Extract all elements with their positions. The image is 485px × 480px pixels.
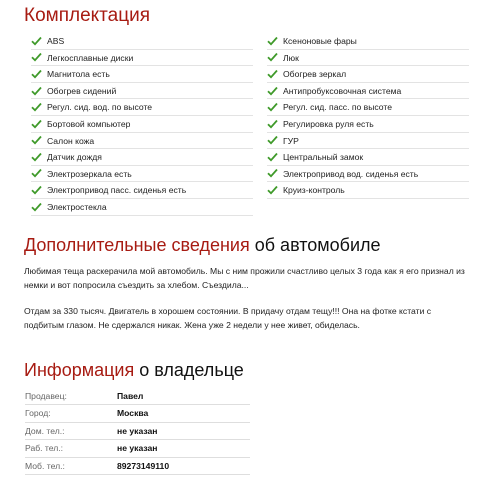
checkmark-icon: [31, 52, 42, 62]
details-paragraph: Отдам за 330 тысяч. Двигатель в хорошем состоянии. В придачу отдам тещу!!! Она на фотке кстати с подбитым глазом. Не сдержался никак. Жена уже 2 недели у нее живет, обиделась.: [24, 306, 432, 330]
checkmark-icon: [267, 152, 278, 162]
equipment-item: [31, 182, 253, 199]
equipment-item-label: Датчик дождя: [47, 152, 102, 163]
checkmark-icon: [31, 135, 42, 145]
equipment-item-label: Электропривод пасс. сиденья есть: [47, 185, 187, 196]
owner-field-value: Москва: [117, 408, 149, 419]
equipment-item: [267, 182, 469, 199]
owner-row: [25, 405, 250, 422]
equipment-item: [31, 33, 253, 50]
checkmark-icon: [267, 36, 278, 46]
equipment-item: [267, 166, 469, 183]
equipment-item-label: Обогрев сидений: [47, 85, 117, 96]
checkmark-icon: [31, 168, 42, 178]
owner-info-table: [25, 388, 250, 475]
checkmark-icon: [31, 152, 42, 162]
owner-field-value: 89273149110: [117, 460, 170, 471]
owner-title: Информация о владельце: [24, 360, 244, 380]
equipment-item: [267, 83, 469, 100]
equipment-item: [267, 133, 469, 150]
equipment-item-label: ABS: [47, 36, 65, 46]
equipment-item: [267, 99, 469, 116]
checkmark-icon: [31, 69, 42, 79]
equipment-item-label: Регулировка руля есть: [283, 118, 374, 129]
equipment-item-label: Электростекла: [47, 201, 107, 212]
equipment-item: [267, 66, 469, 83]
checkmark-icon: [267, 135, 278, 145]
owner-row: [25, 388, 250, 405]
equipment-item-label: Салон кожа: [47, 135, 95, 146]
equipment-item-label: Регул. сид. пасс. по высоте: [283, 102, 393, 113]
checkmark-icon: [31, 202, 42, 212]
equipment-item: [31, 133, 253, 150]
equipment-list: [31, 33, 469, 216]
equipment-item-label: Легкосплавные диски: [47, 52, 134, 63]
equipment-title: Комплектация: [24, 5, 151, 26]
equipment-item: [267, 50, 469, 67]
equipment-item-label: Обогрев зеркал: [283, 69, 347, 80]
owner-field-value: не указан: [117, 425, 158, 436]
checkmark-icon: [267, 52, 278, 62]
checkmark-icon: [267, 119, 278, 129]
checkmark-icon: [267, 168, 278, 178]
equipment-item: [31, 166, 253, 183]
checkmark-icon: [31, 119, 42, 129]
equipment-item: [267, 149, 469, 166]
equipment-item-label: Бортовой компьютер: [47, 118, 131, 129]
equipment-item-label: Электропривод вод. сиденья есть: [283, 168, 419, 179]
equipment-item: [267, 116, 469, 133]
equipment-item: [31, 116, 253, 133]
owner-field-label: Город:: [25, 408, 51, 419]
equipment-item: [267, 33, 469, 50]
checkmark-icon: [267, 86, 278, 96]
checkmark-icon: [267, 102, 278, 112]
equipment-item-label: ГУР: [283, 135, 299, 146]
equipment-item-label: Центральный замок: [283, 152, 364, 163]
owner-field-value: Павел: [117, 391, 144, 401]
checkmark-icon: [31, 185, 42, 195]
equipment-item-label: Магнитола есть: [47, 69, 110, 80]
equipment-item-label: Регул. сид. вод. по высоте: [47, 102, 153, 113]
owner-field-value: не указан: [117, 443, 158, 454]
owner-field-label: Моб. тел.:: [25, 460, 65, 471]
equipment-item: [31, 83, 253, 100]
checkmark-icon: [31, 86, 42, 96]
owner-row: [25, 458, 250, 475]
equipment-item-label: Люк: [283, 52, 299, 63]
equipment-item-label: Ксеноновые фары: [283, 36, 357, 46]
equipment-item: [31, 199, 253, 216]
checkmark-icon: [267, 69, 278, 79]
checkmark-icon: [31, 36, 42, 46]
owner-field-label: Раб. тел.:: [25, 443, 64, 454]
equipment-item-label: Электрозеркала есть: [47, 168, 132, 179]
equipment-item-label: Антипробуксовочная система: [283, 85, 402, 96]
owner-field-label: Дом. тел.:: [25, 425, 65, 436]
owner-row: [25, 440, 250, 457]
details-title: Дополнительные сведения об автомобиле: [24, 235, 381, 255]
details-paragraph: Любимая теща раскерачила мой автомобиль. Мы с ним прожили счастливо целых 3 года как я его признал из немки и вот попросила съездить за хлебом. Съездила...: [24, 266, 465, 290]
checkmark-icon: [267, 185, 278, 195]
equipment-item: [31, 66, 253, 83]
equipment-item: [31, 50, 253, 67]
owner-row: [25, 423, 250, 440]
equipment-item: [31, 149, 253, 166]
equipment-item-label: Круиз-контроль: [283, 185, 345, 196]
owner-field-label: Продавец:: [25, 391, 67, 401]
checkmark-icon: [31, 102, 42, 112]
equipment-item: [31, 99, 253, 116]
